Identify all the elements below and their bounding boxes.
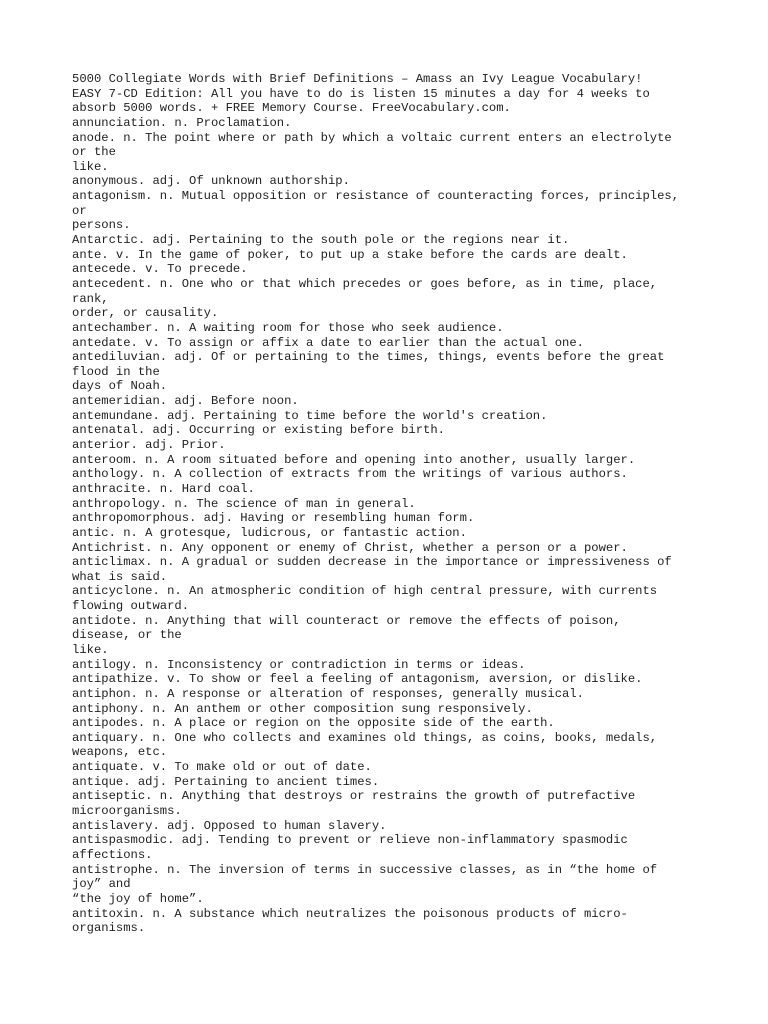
text-line: antecedent. n. One who or that which precedes or goes before, as in time, place, [72,276,658,291]
text-line: flood in the [72,364,160,379]
text-line: antediluvian. adj. Of or pertaining to the times, things, events before the great [72,350,665,365]
text-line: antedate. v. To assign or affix a date to earlier than the actual one. [72,335,584,350]
text-line: antic. n. A grotesque, ludicrous, or fantastic action. [72,525,467,540]
text-line: anteroom. n. A room situated before and opening into another, usually larger. [72,452,636,467]
text-line: antistrophe. n. The inversion of terms in successive classes, as in “the home of [72,862,658,877]
text-line: 5000 Collegiate Words with Brief Definitions – Amass an Ivy League Vocabulary! [72,72,643,86]
text-line: antilogy. n. Inconsistency or contradiction in terms or ideas. [72,657,526,672]
text-line: rank, [72,291,109,306]
text-line: organisms. [72,921,146,936]
text-line: anterior. adj. Prior. [72,438,226,453]
text-line: or the [72,145,116,160]
text-line: antiphon. n. A response or alteration of responses, generally musical. [72,686,584,701]
text-line: ante. v. In the game of poker, to put up a stake before the cards are dealt. [72,247,628,262]
text-line: annunciation. n. Proclamation. [72,115,292,130]
text-line: “the joy of home”. [72,891,204,906]
text-line: like. [72,159,109,174]
text-line: Antichrist. n. Any opponent or enemy of Christ, whether a person or a power. [72,540,628,555]
text-line: antagonism. n. Mutual opposition or resistance of counteracting forces, principles, [72,189,680,204]
text-line: antique. adj. Pertaining to ancient times. [72,774,380,789]
text-line: antipathize. v. To show or feel a feeling of antagonism, aversion, or dislike. [72,672,643,687]
text-line: antecede. v. To precede. [72,262,248,277]
text-line: antispasmodic. adj. Tending to prevent or relieve non-inflammatory spasmodic [72,833,628,848]
text-line: order, or causality. [72,306,219,321]
text-line: antiphony. n. An anthem or other composition sung responsively. [72,701,533,716]
text-line: days of Noah. [72,379,168,394]
text-line: anticlimax. n. A gradual or sudden decrease in the importance or impressiveness of [72,555,672,570]
text-line: anode. n. The point where or path by which a voltaic current enters an electrolyte [72,130,672,145]
text-line: anthracite. n. Hard coal. [72,481,255,496]
text-line: antemundane. adj. Pertaining to time before the world's creation. [72,408,548,423]
text-line: Antarctic. adj. Pertaining to the south pole or the regions near it. [72,233,570,248]
text-line: EASY 7-CD Edition: All you have to do is listen 15 minutes a day for 4 weeks to [72,86,650,101]
text-line: anthropology. n. The science of man in general. [72,496,416,511]
text-line: persons. [72,218,131,233]
text-line: microorganisms. [72,804,182,819]
text-line: antechamber. n. A waiting room for those who seek audience. [72,320,504,335]
text-line: antiquate. v. To make old or out of date. [72,760,372,775]
text-line: anonymous. adj. Of unknown authorship. [72,174,350,189]
text-line: joy” and [72,877,131,892]
text-line: what is said. [72,569,168,584]
text-line: affections. [72,847,153,862]
text-line: antenatal. adj. Occurring or existing before birth. [72,423,445,438]
text-line: antidote. n. Anything that will counteract or remove the effects of poison, [72,613,621,628]
text-line: disease, or the [72,628,182,643]
text-line: weapons, etc. [72,745,168,760]
text-line: antiseptic. n. Anything that destroys or restrains the growth of putrefactive [72,789,636,804]
text-line: anthropomorphous. adj. Having or resembling human form. [72,511,475,526]
text-line: anthology. n. A collection of extracts from the writings of various authors. [72,467,628,482]
text-line: antipodes. n. A place or region on the opposite side of the earth. [72,716,555,731]
text-line: flowing outward. [72,599,190,614]
text-line: antitoxin. n. A substance which neutralizes the poisonous products of micro- [72,906,628,921]
text-line: antislavery. adj. Opposed to human slavery. [72,818,387,833]
text-line: antemeridian. adj. Before noon. [72,394,299,409]
text-line: or [72,203,87,218]
text-line: like. [72,642,109,657]
text-line: absorb 5000 words. + FREE Memory Course. FreeVocabulary.com. [72,101,511,116]
text-line: anticyclone. n. An atmospheric condition of high central pressure, with currents [72,584,658,599]
text-line: antiquary. n. One who collects and examines old things, as coins, books, medals, [72,730,658,745]
document-page [72,72,752,936]
